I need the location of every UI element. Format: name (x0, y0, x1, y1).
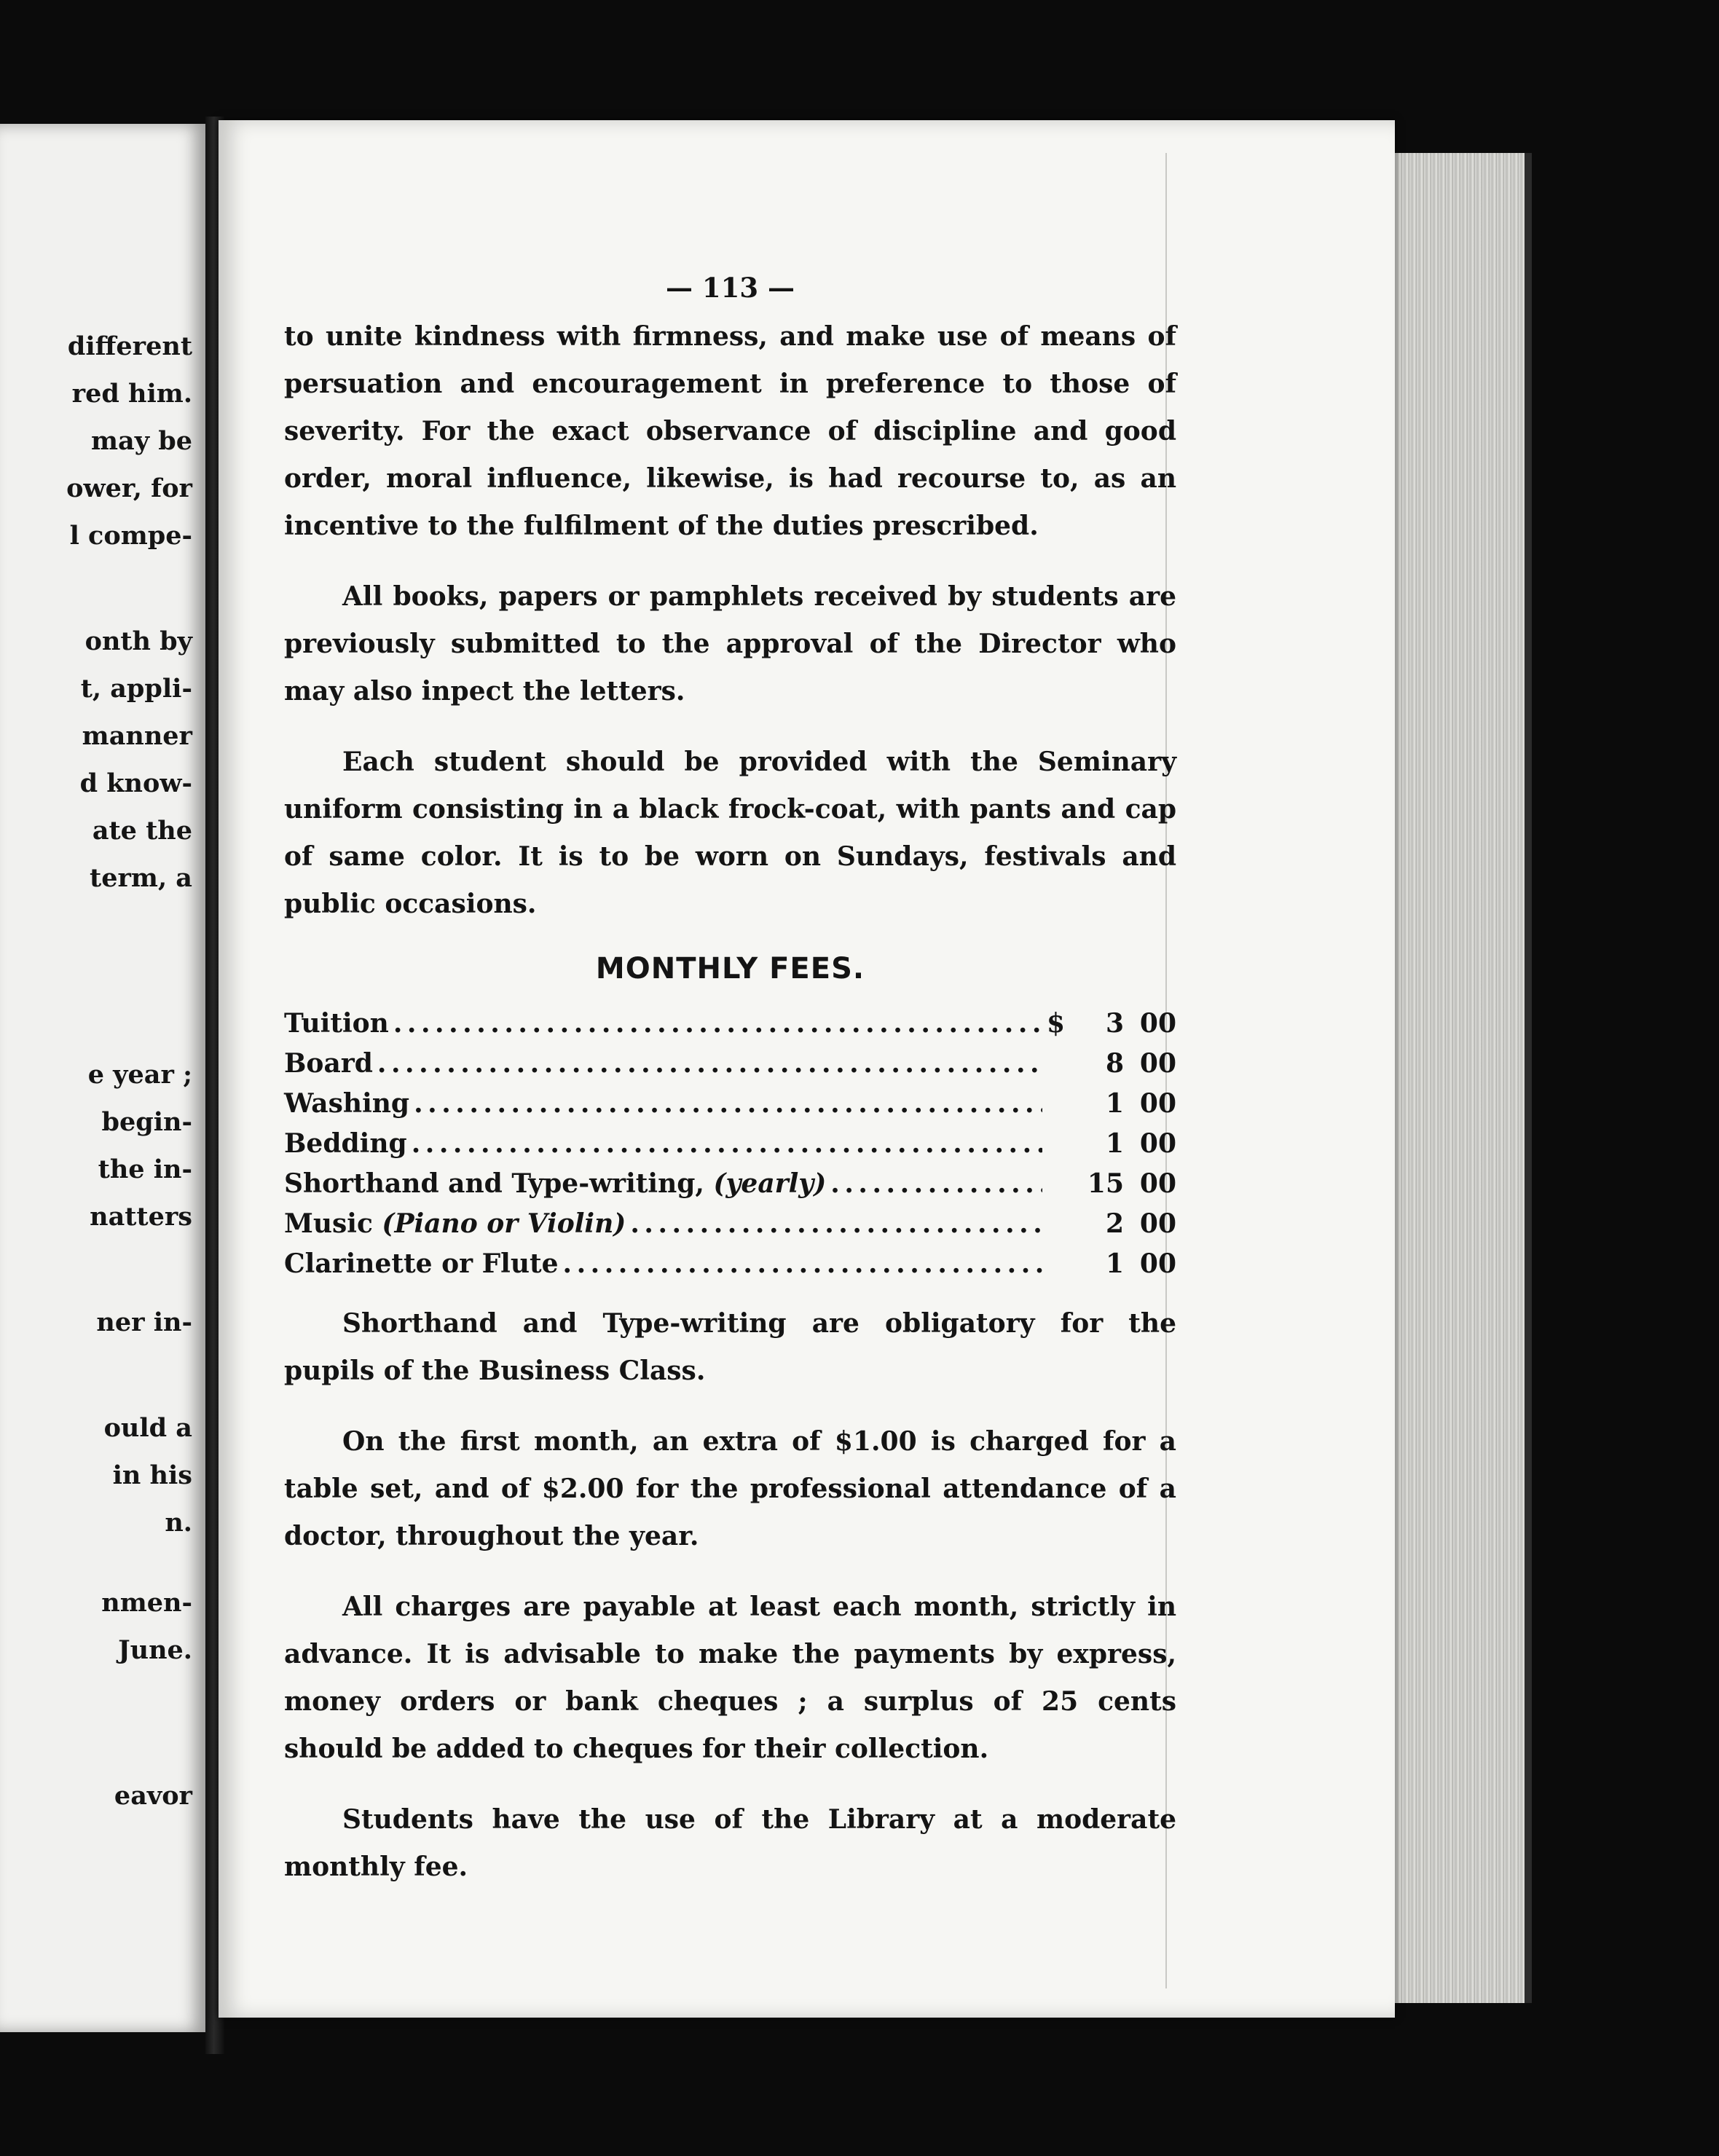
left-page-fragment: e year ; (87, 1060, 192, 1090)
paragraph-uniform: Each student should be provided with the Seminary uniform consisting in a black frock-coat, with pants and cap of same color. It is to be worn on Sundays, festivals and public occasions. (284, 747, 1176, 919)
fee-row (284, 1204, 1176, 1244)
fee-cents: 00 (1139, 1088, 1176, 1119)
left-page-fragment: term, a (90, 863, 192, 893)
fee-row (284, 1084, 1176, 1124)
paragraph-books: All books, papers or pamphlets received by students are previously submitted to the approval of the Director who may also inpect the letters. (284, 581, 1176, 707)
left-page-fragment: onth by (84, 626, 192, 656)
fee-row (284, 1124, 1176, 1164)
dot-leader (563, 1244, 1042, 1284)
fee-dollars: 1 (1105, 1248, 1124, 1279)
left-page-fragment: ower, for (66, 473, 192, 503)
fee-dollars: 3 (1105, 1008, 1124, 1039)
fee-label: Board (284, 1048, 373, 1079)
fee-label: Clarinette or Flute (284, 1248, 559, 1279)
fee-row (284, 1244, 1176, 1284)
left-page-fragment: may be (91, 426, 192, 456)
left-page-fragment: June. (118, 1635, 192, 1665)
left-page-fragment: in his (112, 1460, 192, 1490)
fee-dollars: 1 (1105, 1088, 1124, 1119)
paragraph-discipline: to unite kindness with firmness, and make use of means of persuation and encouragement in preference to those of severity. For the exact observance of discipline and good order, moral influence, likewise, is had recourse to, as an incentive to the fulfilment of the duties prescribed. (284, 321, 1176, 541)
page-content (284, 262, 1176, 1891)
dot-leader (393, 1004, 1042, 1044)
left-facing-page (0, 124, 205, 2032)
left-page-fragment: n. (165, 1508, 192, 1538)
left-page-fragment: ate the (92, 816, 192, 846)
fee-label: Music (Piano or Violin) (284, 1208, 626, 1239)
left-page-fragment: t, appli- (80, 674, 192, 704)
left-page-fragment: natters (90, 1202, 192, 1232)
fee-cents: 00 (1139, 1128, 1176, 1159)
left-page-fragment: begin- (101, 1107, 192, 1137)
fee-cents: 00 (1139, 1168, 1176, 1199)
left-page-fragment: ner in- (96, 1307, 192, 1337)
left-page-fragment: ould a (103, 1413, 192, 1443)
paragraph-library: Students have the use of the Library at a moderate monthly fee. (284, 1804, 1176, 1882)
left-page-fragment: eavor (114, 1781, 192, 1811)
left-page-fragment: the in- (98, 1154, 192, 1184)
paragraph-shorthand: Shorthand and Type-writing are obligatory for the pupils of the Business Class. (284, 1308, 1176, 1386)
left-page-fragment: l compe- (69, 521, 192, 551)
fee-dollars: 8 (1105, 1048, 1124, 1079)
dot-leader (412, 1124, 1042, 1164)
fee-dollars: 1 (1105, 1128, 1124, 1159)
fee-cents: 00 (1139, 1208, 1176, 1239)
dot-leader (414, 1084, 1042, 1124)
page-number: — 113 — (666, 272, 795, 304)
fee-row (284, 1164, 1176, 1204)
paragraph-extras: On the first month, an extra of $1.00 is charged for a table set, and of $2.00 for the professional attendance of a doctor, throughout the year. (284, 1426, 1176, 1551)
dot-leader (377, 1044, 1042, 1084)
left-page-fragment: different (67, 331, 192, 361)
paragraph-payments: All charges are payable at least each month, strictly in advance. It is advisable to make the payments by express, money orders or bank cheques ; a surplus of 25 cents should be added to cheques for their collection. (284, 1592, 1176, 1764)
fee-dollars: 15 (1087, 1168, 1124, 1199)
fees-table (284, 1004, 1176, 1284)
fee-label: Shorthand and Type-writing, (yearly) (284, 1168, 827, 1199)
left-page-fragment: d know- (79, 768, 192, 798)
fee-cents: 00 (1139, 1048, 1176, 1079)
left-page-fragment: nmen- (101, 1588, 192, 1618)
fee-label: Washing (284, 1088, 410, 1119)
fee-label: Tuition (284, 1008, 389, 1039)
fee-dollars: 2 (1105, 1208, 1124, 1239)
fee-row (284, 1004, 1176, 1044)
fee-label: Bedding (284, 1128, 407, 1159)
fee-cents: 00 (1139, 1008, 1176, 1039)
page-stack-edge (1395, 153, 1532, 2003)
dot-leader (630, 1204, 1042, 1244)
dot-leader (830, 1164, 1042, 1204)
fee-row (284, 1044, 1176, 1084)
left-page-fragment: manner (82, 721, 192, 751)
fee-cents: 00 (1139, 1248, 1176, 1279)
left-page-fragment: red him. (71, 379, 192, 409)
fee-currency: $ (1047, 1008, 1066, 1039)
fees-title: MONTHLY FEES. (595, 952, 865, 985)
